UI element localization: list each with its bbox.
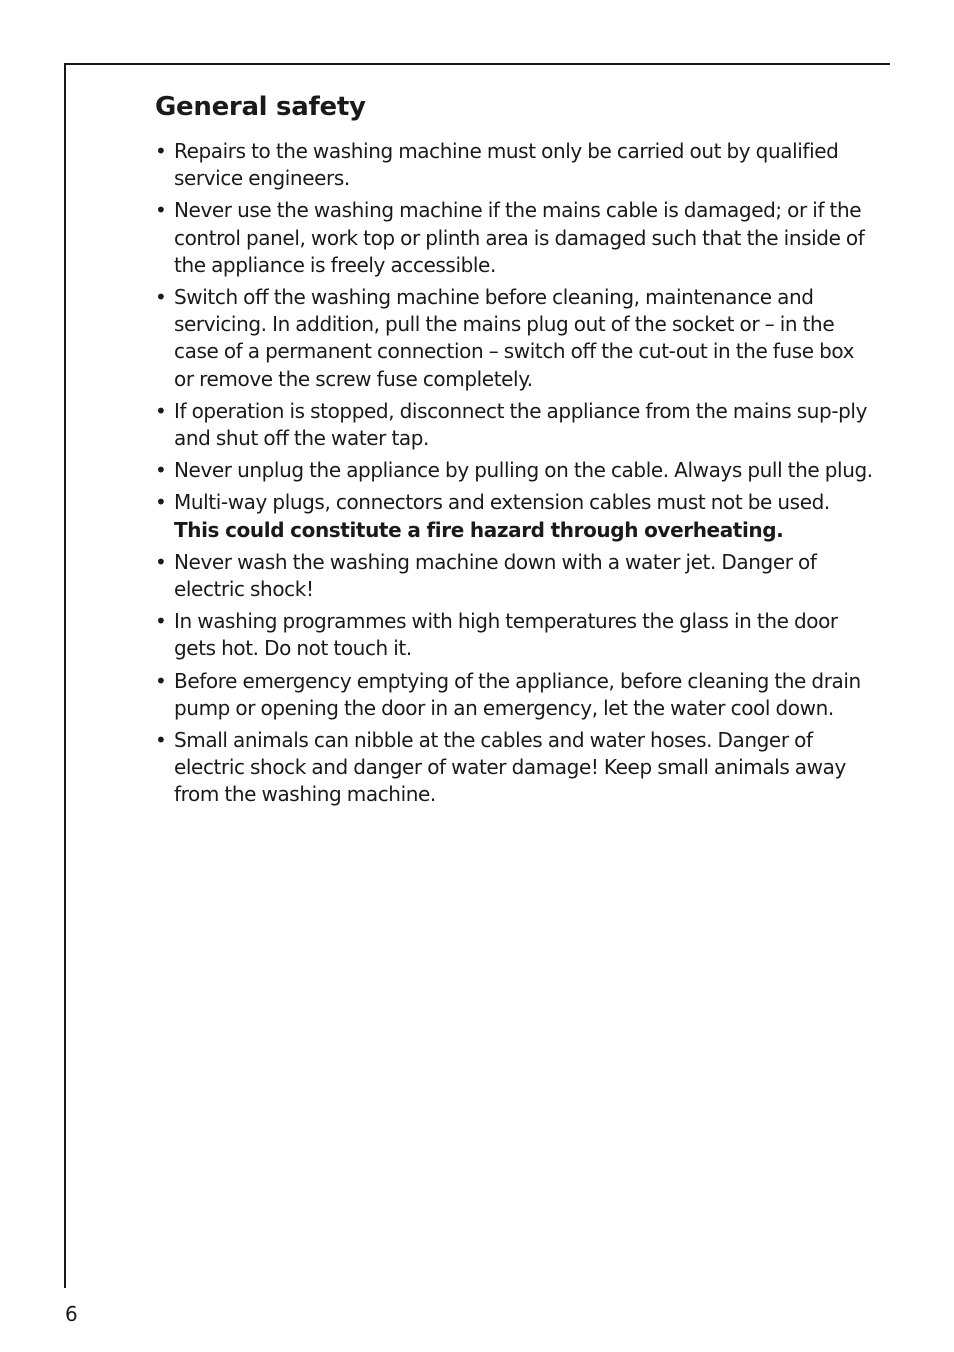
bullet-icon: • [155,458,167,483]
list-item-warning: This could constitute a fire hazard through overheating. [174,517,784,542]
list-item [155,727,875,809]
list-item [155,549,875,603]
list-item [155,398,875,452]
bullet-icon: • [155,198,167,223]
bullet-icon: • [155,490,167,515]
section-heading: General safety [155,92,366,122]
list-item-text: Small animals can nibble at the cables and water hoses. Danger of electric shock and danger of water damage! Keep small animals away from the washing machine. [174,728,846,807]
bullet-icon: • [155,139,167,163]
bullet-icon: • [155,728,167,753]
list-item [155,457,875,484]
bullet-icon: • [155,398,167,423]
frame-top-rule [64,63,890,65]
safety-list [155,138,875,809]
list-item-text: Multi-way plugs, connectors and extension cables must not be used. [174,490,830,515]
bullet-icon: • [155,549,167,574]
page-number: 6 [65,1302,78,1326]
bullet-icon: • [155,668,167,693]
list-item-text: Never use the washing machine if the mains cable is damaged; or if the control panel, work top or plinth area is damaged such that the inside of the appliance is freely accessible. [174,198,865,277]
list-item [155,138,875,192]
list-item [155,668,875,722]
main-content [155,88,875,814]
list-item [155,608,875,662]
list-item-text: Repairs to the washing machine must only be carried out by qualified service engineers. [174,139,839,191]
bullet-icon: • [155,285,167,310]
list-item-text: If operation is stopped, disconnect the appliance from the mains sup-ply and shut off the water tap. [174,398,868,451]
list-item-text: Switch off the washing machine before cleaning, maintenance and servicing. In addition, pull the mains plug out of the socket or – in the case of a permanent connection – switch off the cut-out in the fuse box or remove the screw fuse completely. [174,285,855,391]
list-item [155,489,875,543]
list-item-text: Never unplug the appliance by pulling on the cable. Always pull the plug. [174,458,873,483]
list-item-text: In washing programmes with high temperatures the glass in the door gets hot. Do not touch it. [174,609,838,661]
bullet-icon: • [155,609,167,634]
frame-left-rule [64,63,66,1288]
list-item-text: Before emergency emptying of the appliance, before cleaning the drain pump or opening the door in an emergency, let the water cool down. [174,668,861,720]
list-item [155,284,875,393]
list-item [155,197,875,279]
list-item-text: Never wash the washing machine down with a water jet. Danger of electric shock! [174,549,817,602]
